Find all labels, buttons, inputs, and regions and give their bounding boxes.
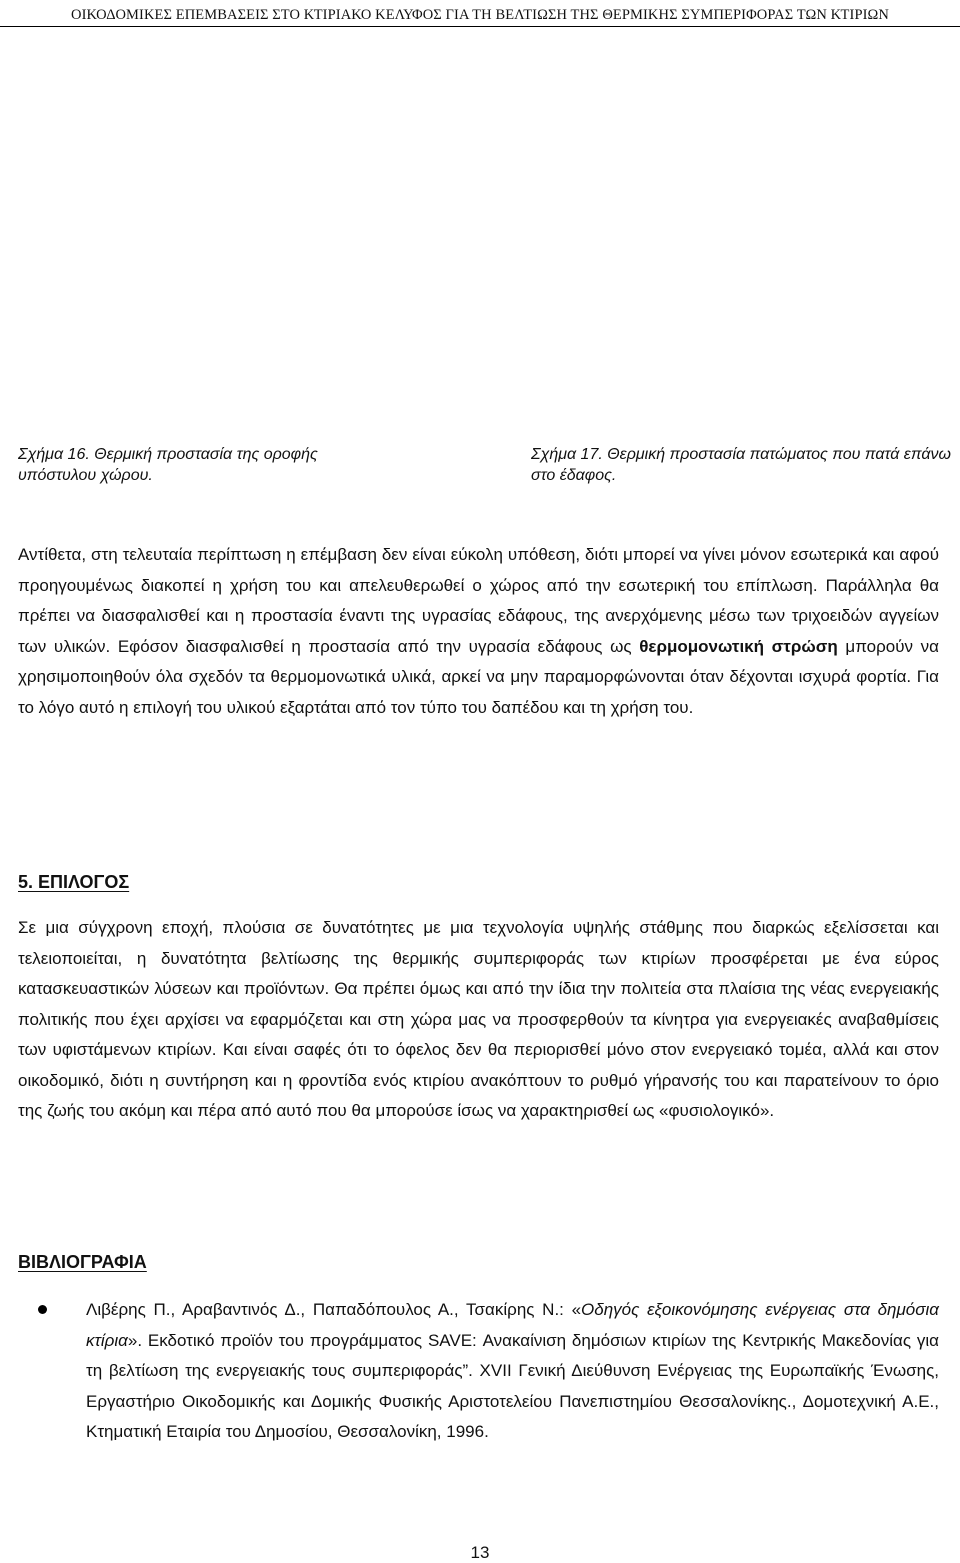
figure-16-caption: Σχήμα 16. Θερμική προστασία της οροφής υπόστυλου χώρου. xyxy=(18,446,318,484)
bibliography-item xyxy=(18,1295,939,1448)
epilogue-paragraph: Σε μια σύγχρονη εποχή, πλούσια σε δυνατότητες με μια τεχνολογία υψηλής στάθμης που διαρκώς εξελίσσεται και τελειοποιείται, η δυνατότητα βελτίωσης της θερμικής συμπεριφοράς των κτιρίων προσφέρεται με ένα εύρος κατασκευαστικών λύσεων και προϊόντων. Θα πρέπει όμως και από την ίδια την πολιτεία στα πλαίσια της νέας ενεργειακής πολιτικής που έχει αρχίσει να εφαρμόζεται και στη χώρα μας να προσφερθούν τα κίνητρα για ενεργειακές αναβαθμίσεις των υφιστάμενων κτιρίων. Και είναι σαφές ότι το όφελος δεν θα περιορισθεί μόνο στον ενεργειακό τομέα, αλλά και στον οικοδομικό, διότι η συντήρηση και η φροντίδα ενός κτιρίου ανακόπτουν το ρυθμό γήρανσής του και παρατείνουν το όριο της ζωής του ακόμη και πέρα από αυτό που θα μπορούσε ίσως να χαρακτηρισθεί ως «φυσιολογικό». xyxy=(18,918,939,1120)
entry-details: ». Εκδοτικό προϊόν του προγράμματος SAVE: Ανακαίνιση δημόσιων κτιρίων της Κεντρικής Μακεδονίας για τη βελτίωση της ενεργειακής τους συμπεριφοράς”. XVII Γενική Διεύθυνση Ενέργειας της Ευρωπαϊκής Ένωσης, Εργαστήριο Οικοδομικής και Δομικής Φυσικής Αριστοτελείου Πανεπιστημίου Θεσσαλονίκης., Δομοτεχνική Α.Ε., Κτηματική Εταιρία του Δημοσίου, Θεσσαλονίκη, 1996. xyxy=(86,1330,939,1441)
page-number: 13 xyxy=(470,1543,490,1562)
paragraph-text-b: μπορούν να χρησιμοποιηθούν όλα σχεδόν τα θερμομονωτικά υλικά, αρκεί να μην παραμορφώνονται όταν δέχονται ισχυρά φορτία. Για το λόγο αυτό η επιλογή του υλικού εξαρτάται από τον τύπο του δαπέδου και τη χρήση του. xyxy=(18,636,939,717)
figure-17-caption: Σχήμα 17. Θερμική προστασία πατώματος που πατά επάνω στο έδαφος. xyxy=(531,446,951,484)
running-header: ΟΙΚΟΔΟΜΙΚΕΣ ΕΠΕΜΒΑΣΕΙΣ ΣΤΟ ΚΤΙΡΙΑΚΟ ΚΕΛΥΦΟΣ ΓΙΑ ΤΗ ΒΕΛΤΙΩΣΗ ΤΗΣ ΘΕΡΜΙΚΗΣ ΣΥΜΠΕΡΙΦΟΡΑΣ ΤΩΝ ΚΤΙΡΙΩΝ xyxy=(0,0,960,27)
bullet-icon xyxy=(38,1305,47,1314)
paragraph-ground-floor xyxy=(18,540,939,723)
entry-title: Οδηγός εξοικονόμησης ενέργειας στα δημόσια κτίρια xyxy=(86,1300,939,1350)
paragraph-bold-term: θερμομονωτική στρώση xyxy=(639,636,838,656)
bibliography-entry xyxy=(86,1295,939,1448)
bibliography-heading: ΒΙΒΛΙΟΓΡΑΦΙΑ xyxy=(18,1252,147,1272)
entry-authors: Λιβέρης Π., Αραβαντινός Δ., Παπαδόπουλος Α., Τσακίρης Ν.: « xyxy=(86,1300,582,1319)
paragraph-text-a: Αντίθετα, στη τελευταία περίπτωση η επέμβαση δεν είναι εύκολη υπόθεση, διότι μπορεί να γίνει μόνον εσωτερικά και αφού προηγουμένως διακοπεί η χρήση του και απελευθερωθεί ο χώρος από την εσωτερική του επίπλωση. Παράλληλα θα πρέπει να διασφαλισθεί και η προστασία έναντι της υγρασίας εδάφους, της ανερχόμενης μέσω των τριχοειδών αγγείων των υλικών. Εφόσον διασφαλισθεί η προστασία από την υγρασία εδάφους ως xyxy=(18,545,939,656)
bibliography-list xyxy=(18,1295,939,1448)
epilogue-heading: 5. ΕΠΙΛΟΓΟΣ xyxy=(18,872,130,892)
